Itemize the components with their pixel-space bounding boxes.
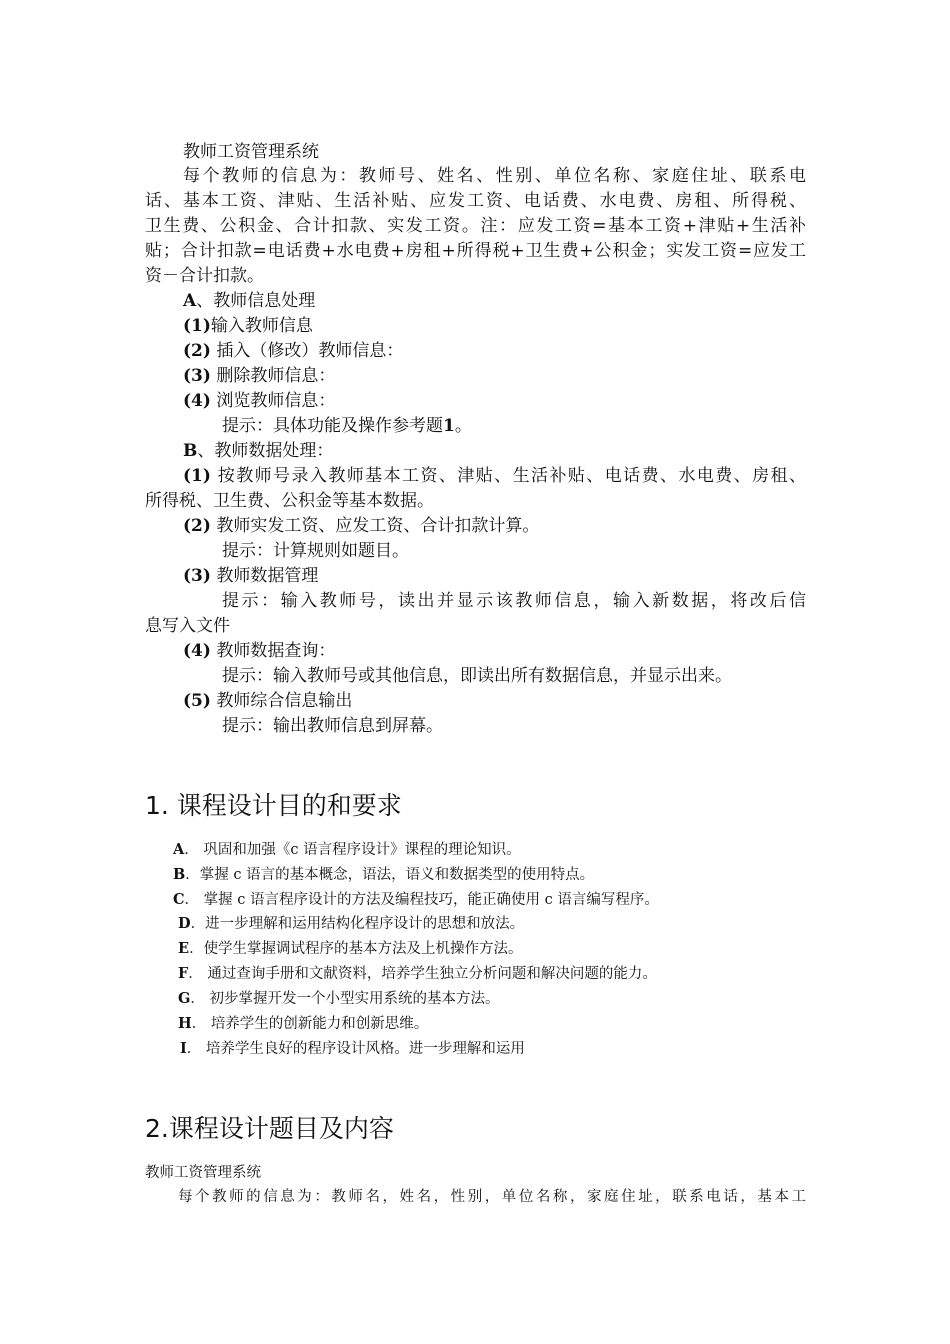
item-number: (5) xyxy=(183,691,211,711)
item-text: 输入教师信息 xyxy=(210,316,313,336)
item-text: 教师综合信息输出 xyxy=(216,691,353,711)
goal-item xyxy=(180,1039,525,1059)
section-a-hint xyxy=(222,414,472,438)
section-b-title-text: 、教师数据处理： xyxy=(197,441,334,461)
goal-item xyxy=(173,890,659,910)
hint-number: 1 xyxy=(443,416,455,436)
section-a-marker: A xyxy=(183,291,197,311)
item-number: (4) xyxy=(183,641,211,661)
item-number: (4) xyxy=(183,391,211,411)
goal-marker: C xyxy=(173,891,185,908)
intro-para-line: 卫生费、公积金、合计扣款、实发工资。注：应发工资=基本工资+津贴+生活补 xyxy=(145,216,806,236)
goal-marker: E xyxy=(178,940,190,957)
item-number: (2) xyxy=(183,516,211,536)
section-b-item xyxy=(183,464,806,488)
item-text: 浏览教师信息： xyxy=(216,391,336,411)
section-b-hint: 提示：计算规则如题目。 xyxy=(222,541,409,561)
section-a-item xyxy=(183,339,403,363)
goal-text: 使学生掌握调试程序的基本方法及上机操作方法。 xyxy=(203,941,523,957)
goal-marker: D xyxy=(178,915,191,932)
item-number: (3) xyxy=(183,566,211,586)
goal-text: 掌握 c 语言程序设计的方法及编程技巧，能正确使用 c 语言编写程序。 xyxy=(203,892,659,908)
goal-item xyxy=(178,1014,428,1034)
section-b-item xyxy=(183,689,352,713)
section-a-item xyxy=(183,314,313,338)
goal-sep: ． xyxy=(191,1016,207,1032)
section-b-title xyxy=(183,439,333,463)
goal-sep: ． xyxy=(190,916,206,932)
section-a-item xyxy=(183,364,335,388)
section-b-marker: B xyxy=(183,441,198,461)
goal-text: 培养学生的创新能力和创新思维。 xyxy=(210,1016,429,1032)
goal-text: 掌握 c 语言的基本概念，语法，语义和数据类型的使用特点。 xyxy=(199,867,595,883)
goal-sep: ． xyxy=(184,892,200,908)
goal-marker: H xyxy=(178,1015,192,1032)
item-text: 教师数据管理 xyxy=(216,566,319,586)
section-b-hint: 提示：输出教师信息到屏幕。 xyxy=(222,716,443,736)
goal-item xyxy=(178,939,523,959)
section-1-heading: 1. 课程设计目的和要求 xyxy=(145,791,402,820)
goal-marker: B xyxy=(173,866,186,883)
item-number: (1) xyxy=(183,316,211,336)
section-a-title-text: 、教师信息处理 xyxy=(196,291,316,311)
section-a-title xyxy=(183,289,315,313)
intro-para-line: 每个教师的信息为：教师号、姓名、性别、单位名称、家庭住址、联系电 xyxy=(183,166,806,186)
item-number: (3) xyxy=(183,366,211,386)
section-a-item xyxy=(183,389,335,413)
goal-text: 通过查询手册和文献资料，培养学生独立分析问题和解决问题的能力。 xyxy=(207,966,657,982)
goal-text: 进一步理解和运用结构化程序设计的思想和放法。 xyxy=(205,916,525,932)
section-2-subtitle: 教师工资管理系统 xyxy=(145,1165,261,1181)
goal-marker: I xyxy=(180,1040,187,1057)
goal-sep: ． xyxy=(186,1041,202,1057)
item-text: 插入（修改）教师信息： xyxy=(216,341,404,361)
goal-text: 巩固和加强《c 语言程序设计》课程的理论知识。 xyxy=(203,842,521,858)
goal-sep: ． xyxy=(189,941,204,957)
goal-marker: F xyxy=(178,965,189,982)
goal-item xyxy=(178,914,524,934)
hint-end: 。 xyxy=(454,416,472,436)
section-b-hint: 提示：输入教师号或其他信息，即读出所有数据信息，并显示出来。 xyxy=(222,666,732,686)
item-text: 教师数据查询： xyxy=(216,641,336,661)
goal-sep: ． xyxy=(184,842,199,858)
section-2-heading: 2.课程设计题目及内容 xyxy=(145,1114,394,1143)
section-b-item xyxy=(183,514,539,538)
intro-para-line: 资－合计扣款。 xyxy=(145,266,264,286)
item-text: 删除教师信息： xyxy=(216,366,336,386)
goal-text: 初步掌握开发一个小型实用系统的基本方法。 xyxy=(209,991,500,1007)
goal-item xyxy=(178,964,657,984)
goal-sep: ． xyxy=(188,966,203,982)
goal-text: 培养学生良好的程序设计风格。进一步理解和运用 xyxy=(205,1041,525,1057)
intro-title: 教师工资管理系统 xyxy=(183,142,319,162)
item-number: (1) xyxy=(183,466,211,486)
section-b-item xyxy=(183,564,318,588)
goal-sep: ． xyxy=(190,991,205,1007)
goal-item xyxy=(173,840,521,860)
intro-para-line: 话、基本工资、津贴、生活补贴、应发工资、电话费、水电费、房租、所得税、 xyxy=(145,191,806,211)
item-number: (2) xyxy=(183,341,211,361)
intro-para-line: 贴；合计扣款=电话费+水电费+房租+所得税+卫生费+公积金；实发工资=应发工 xyxy=(145,241,806,261)
section-2-para-line: 每个教师的信息为：教师名，姓名，性别，单位名称，家庭住址，联系电话，基本工 xyxy=(178,1189,806,1205)
section-b-item xyxy=(183,639,335,663)
section-b-hint: 提示：输入教师号，读出并显示该教师信息，输入新数据，将改后信 xyxy=(222,591,806,611)
item-text: 教师实发工资、应发工资、合计扣款计算。 xyxy=(216,516,540,536)
goal-item xyxy=(173,865,594,885)
item-text: 按教师号录入教师基本工资、津贴、生活补贴、电话费、水电费、房租、 xyxy=(217,466,807,486)
goal-sep: ． xyxy=(185,867,200,883)
goal-marker: A xyxy=(173,841,185,858)
section-b-item-continuation: 所得税、卫生费、公积金等基本数据。 xyxy=(145,491,434,511)
goal-marker: G xyxy=(178,990,191,1007)
hint-text: 提示：具体功能及操作参考题 xyxy=(222,416,443,436)
goal-item xyxy=(178,989,500,1009)
section-b-hint-continuation: 息写入文件 xyxy=(145,616,230,636)
